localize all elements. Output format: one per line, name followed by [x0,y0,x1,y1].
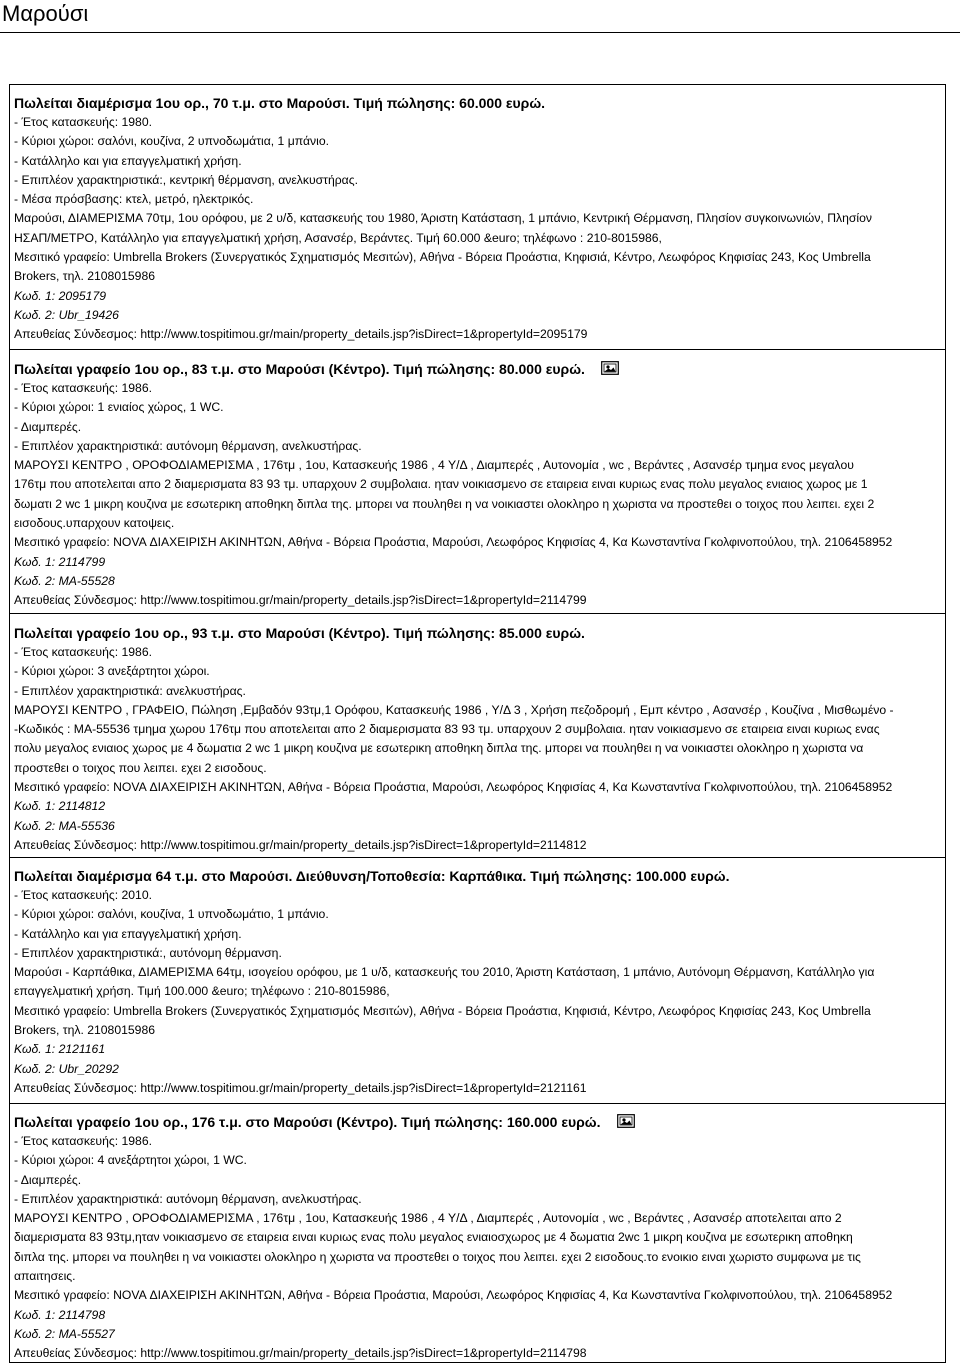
listing-detail-line: - Έτος κατασκευής: 2010. [14,888,152,902]
listing-code-2: Κωδ. 2: Ubr_19426 [14,307,119,322]
listing-code-2: Κωδ. 2: Ubr_20292 [14,1061,119,1076]
listing-detail-line: προστεθει ο τοιχος που λειπει. εχει 2 εισοδους. [14,760,267,775]
listing-code-1: Κωδ. 1: 2095179 [14,288,107,303]
listing [14,94,944,345]
listing-direct-link[interactable]: Απευθείας Σύνδεσμος: http://www.tospitimou.gr/main/property_details.jsp?isDirect=1&propertyId=2114798 [14,1346,587,1361]
listing-code-2: Κωδ. 2: ΜΑ-55528 [14,573,115,588]
listing-headline [14,624,944,643]
listing-detail-line: ΗΣΑΠ/ΜΕΤΡΟ, Κατάλληλο για επαγγελματική χρήση, Ασανσέρ, Βεράντες. Τιμή 60.000 &euro; τηλέφωνο : 210-8015986, [14,230,662,245]
listing-headline [14,94,944,113]
listing-detail-line: διπλα της. μπορει να πουληθει η να νοικιαστει ολοκληρο η χωριστα να προστεθει ο τοιχος που λειπει. εχει 2 εισοδους.το ενοικιο ειναι χωριστο συμφωνα με τις [14,1249,861,1264]
listing-headline-text: Πωλείται γραφείο 1ου ορ., 176 τ.μ. στο Μαρούσι (Κέντρο). Τιμή πώλησης: 160.000 ευρώ. [14,1114,601,1130]
listing-detail-line: ΜΑΡΟΥΣΙ ΚΕΝΤΡΟ , ΓΡΑΦΕΙΟ, Πώληση ,Εμβαδόν 93τμ,1 Ορόφου, Κατασκευής 1986 , Υ/Δ 3 , Χρήση πεζοδρομή , Εμπ κέντρο , Ασανσέρ , Κουζίνα , Μισθωμένο - [14,702,894,717]
listing [14,624,944,855]
listing-detail-line: ΜΑΡΟΥΣΙ ΚΕΝΤΡΟ , ΟΡΟΦΟΔΙΑΜΕΡΙΣΜΑ , 176τμ , 1ου, Κατασκευής 1986 , 4 Υ/Δ , Διαμπερές , Αυτονομία , wc , Βεράντες , Ασανσέρ τμημα ενος μεγαλου [14,458,854,473]
listing-code-2: Κωδ. 2: ΜΑ-55536 [14,818,115,833]
listing-headline-text: Πωλείται γραφείο 1ου ορ., 93 τ.μ. στο Μαρούσι (Κέντρο). Τιμή πώλησης: 85.000 ευρώ. [14,625,585,641]
listing-detail-line: - Έτος κατασκευής: 1986. [14,381,152,395]
listing-headline-text: Πωλείται διαμέρισμα 64 τ.μ. στο Μαρούσι. Διεύθυνση/Τοποθεσία: Καρπάθικα. Τιμή πώλησης: 100.000 ευρώ. [14,868,730,884]
listing-detail-line: - Μέσα πρόσβασης: κτελ, μετρό, ηλεκτρικός. [14,192,254,207]
listing-detail-line: ΜΑΡΟΥΣΙ ΚΕΝΤΡΟ , ΟΡΟΦΟΔΙΑΜΕΡΙΣΜΑ , 176τμ , 1ου, Κατασκευής 1986 , 4 Υ/Δ , Διαμπερές , Αυτονομία , wc , Βεράντες , Ασανσέρ αποτελειται απο 2 [14,1211,842,1226]
listing-headline-text: Πωλείται διαμέρισμα 1ου ορ., 70 τ.μ. στο Μαρούσι. Τιμή πώλησης: 60.000 ευρώ. [14,95,546,111]
listing-code-2: Κωδ. 2: ΜΑ-55527 [14,1326,115,1341]
listing [14,1113,944,1364]
listing-detail-line: Μεσιτικό γραφείο: Umbrella Brokers (Συνεργατικός Σχηματισμός Μεσιτών), Αθήνα - Βόρεια Προάστια, Κηφισιά, Κέντρο, Λεωφόρος Κηφισίας 243, Κος Umbrella [14,1003,871,1018]
listing-detail-line: - Επιπλέον χαρακτηριστικά:, αυτόνομη θέρμανση. [14,945,282,960]
listing-detail-line: - Επιπλέον χαρακτηριστικά: αυτόνομη θέρμανση, ανελκυστήρας. [14,438,362,453]
listing-separator [9,613,946,614]
listing-code-1: Κωδ. 1: 2121161 [14,1042,106,1057]
listing-code-1: Κωδ. 1: 2114812 [14,799,106,814]
listing-detail-line: Brokers, τηλ. 2108015986 [14,269,156,284]
title-divider [0,32,960,33]
listing-detail-line: Μεσιτικό γραφείο: Umbrella Brokers (Συνεργατικός Σχηματισμός Μεσιτών), Αθήνα - Βόρεια Προάστια, Κηφισιά, Κέντρο, Λεωφόρος Κηφισίας 243, Κος Umbrella [14,250,871,265]
listing-separator [9,1103,946,1104]
listing-detail-line: διαμερισματα 83 93τμ,ηταν νοικιασμενο σε εταιρεια ειναι κυριως ενας πολυ μεγαλος ενιαιοσχωρος με 4 δωματια 2wc 1 μικρη κουζινα με εσωτερικη αποθηκη [14,1230,853,1245]
listing-separator [9,857,946,858]
listing-detail-line: - Επιπλέον χαρακτηριστικά: αυτόνομη θέρμανση, ανελκυστήρας. [14,1191,362,1206]
listing-detail-line: - Κύριοι χώροι: σαλόνι, κουζίνα, 1 υπνοδωμάτιο, 1 μπάνιο. [14,907,329,922]
listing-detail-line: απαιτησεις. [14,1269,76,1284]
listing-detail-line: - Έτος κατασκευής: 1980. [14,115,152,129]
listing-detail-line: - Επιπλέον χαρακτηριστικά: ανελκυστήρας. [14,683,246,698]
listing-detail-line: -Κωδικός : ΜΑ-55536 τμημα χωρου 176τμ που αποτελειται απο 2 διαμερισματα 83 93 τμ. υπαρχουν 2 συμβολαια. ηταν νοικιασμενο σε εταιρεια ειναι κυριως ενας [14,722,880,737]
listing-headline [14,867,944,886]
page-title: Μαρούσι [2,1,89,26]
listing-detail-line: - Διαμπερές. [14,419,82,434]
listing-detail-line: - Διαμπερές. [14,1172,82,1187]
listing-detail-line: Μαρούσι, ΔΙΑΜΕΡΙΣΜΑ 70τμ, 1ου ορόφου, με 2 υ/δ, κατασκευής του 1980, Άριστη Κατάσταση, 1 μπάνιο, Κεντρική Θέρμανση, Πλησίον συγκοινωνιών, Πλησίον [14,211,872,226]
photo-icon [601,361,619,375]
listing-detail-line: Μαρούσι - Καρπάθικα, ΔΙΑΜΕΡΙΣΜΑ 64τμ, ισογείου ορόφου, με 1 υ/δ, κατασκευής του 2010, Άριστη Κατάσταση, 1 μπάνιο, Αυτόνομη Θέρμανση, Κατάλληλο για [14,965,875,980]
listing-direct-link[interactable]: Απευθείας Σύνδεσμος: http://www.tospitimou.gr/main/property_details.jsp?isDirect=1&propertyId=2114812 [14,837,587,852]
listing-code-1: Κωδ. 1: 2114799 [14,554,106,569]
listing-detail-line: πολυ μεγαλος ενιαιος χωρος με 4 δωματια 2 wc 1 μικρη κουζινα με εσωτερικη αποθηκη διπλα της. μπορει να πουληθει η να νοικιαστει ολοκληρο η χωριστα να [14,741,864,756]
listing-direct-link[interactable]: Απευθείας Σύνδεσμος: http://www.tospitimou.gr/main/property_details.jsp?isDirect=1&propertyId=2095179 [14,327,588,342]
listing [14,360,944,611]
listing-headline-text: Πωλείται γραφείο 1ου ορ., 83 τ.μ. στο Μαρούσι (Κέντρο). Τιμή πώλησης: 80.000 ευρώ. [14,361,585,377]
listing-detail-line: - Κύριοι χώροι: 3 ανεξάρτητοι χώροι. [14,664,210,679]
listing-detail-line: Μεσιτικό γραφείο: NOVA ΔΙΑΧΕΙΡΙΣΗ ΑΚΙΝΗΤΩΝ, Αθήνα - Βόρεια Προάστια, Μαρούσι, Λεωφόρος Κηφισίας 4, Κα Κωνσταντίνα Γκολφινοπούλου, τηλ. 2106458952 [14,535,893,550]
listing-detail-line: - Επιπλέον χαρακτηριστικά:, κεντρική θέρμανση, ανελκυστήρας. [14,172,358,187]
listing-detail-line: Brokers, τηλ. 2108015986 [14,1023,156,1038]
listing-code-1: Κωδ. 1: 2114798 [14,1307,106,1322]
listing-detail-line: Μεσιτικό γραφείο: NOVA ΔΙΑΧΕΙΡΙΣΗ ΑΚΙΝΗΤΩΝ, Αθήνα - Βόρεια Προάστια, Μαρούσι, Λεωφόρος Κηφισίας 4, Κα Κωνσταντίνα Γκολφινοπούλου, τηλ. 2106458952 [14,1288,893,1303]
listing-detail-line: - Έτος κατασκευής: 1986. [14,645,152,659]
listing-detail-line: εισοδους.υπαρχουν κατοψεις. [14,516,175,531]
listing-detail-line: - Κύριοι χώροι: 4 ανεξάρτητοι χώροι, 1 WC. [14,1153,247,1168]
listing-direct-link[interactable]: Απευθείας Σύνδεσμος: http://www.tospitimou.gr/main/property_details.jsp?isDirect=1&propertyId=2114799 [14,593,587,608]
listing-headline [14,1113,944,1132]
listing-separator [9,349,946,350]
listing-detail-line: - Κατάλληλο και για επαγγελματική χρήση. [14,153,242,168]
listing-detail-line: 176τμ που αποτελειται απο 2 διαμερισματα 83 93 τμ. υπαρχουν 2 συμβολαια. ηταν νοικιασμενο σε εταιρεια ειναι κυριως ενας πολυ μεγαλος ενιαιος χωρος με 1 [14,477,868,492]
listing-detail-line: δωματι 2 wc 1 μικρη κουζινα με εσωτερικη αποθηκη διπλα της. μπορει να πουληθει η να νοικιαστει ολοκληρο η χωριστα να προστεθει ο τοιχος που λειπει. εχει 2 [14,496,875,511]
listing-detail-line: - Κύριοι χώροι: 1 ενιαίος χώρος, 1 WC. [14,400,224,415]
listing-detail-line: - Κατάλληλο και για επαγγελματική χρήση. [14,926,242,941]
listing-detail-line: επαγγελματική χρήση. Τιμή 100.000 &euro; τηλέφωνο : 210-8015986, [14,984,390,999]
photo-icon [617,1114,635,1128]
listing-detail-line: - Έτος κατασκευής: 1986. [14,1134,152,1148]
listing-headline [14,360,944,379]
listing-detail-line: - Κύριοι χώροι: σαλόνι, κουζίνα, 2 υπνοδωμάτια, 1 μπάνιο. [14,134,329,149]
listing [14,867,944,1098]
listing-detail-line: Μεσιτικό γραφείο: NOVA ΔΙΑΧΕΙΡΙΣΗ ΑΚΙΝΗΤΩΝ, Αθήνα - Βόρεια Προάστια, Μαρούσι, Λεωφόρος Κηφισίας 4, Κα Κωνσταντίνα Γκολφινοπούλου, τηλ. 2106458952 [14,780,893,795]
listing-direct-link[interactable]: Απευθείας Σύνδεσμος: http://www.tospitimou.gr/main/property_details.jsp?isDirect=1&propertyId=2121161 [14,1080,587,1095]
